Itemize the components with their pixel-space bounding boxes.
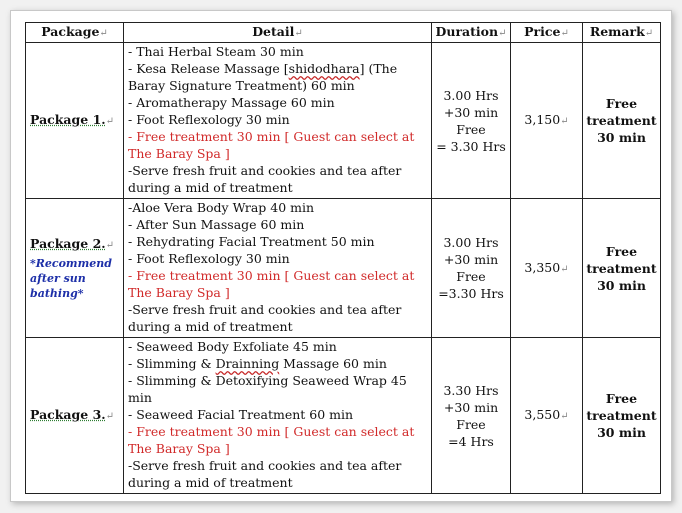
detail-line: -Serve fresh fruit and cookies and tea after during a mid of treatment [128,302,402,334]
detail-line: - Rehydrating Facial Treatment 50 min [128,234,375,249]
remark-line: 30 min [597,277,646,293]
package-name: Package 1. [30,112,106,127]
duration-cell [432,199,511,338]
price-cell: 3,350↵ [511,199,583,338]
header-remark: Remark↵ [583,23,661,43]
remark-cell [583,338,661,494]
remark-cell [583,199,661,338]
detail-line: -Serve fresh fruit and cookies and tea after during a mid of treatment [128,163,402,195]
package-row-1 [26,43,661,199]
header-package: Package↵ [26,23,124,43]
header-price: Price↵ [511,23,583,43]
detail-cell [124,199,432,338]
price-value: 3,350 [524,259,561,275]
package-row-3 [26,338,661,494]
price-value: 3,150 [524,112,561,127]
remark-line: Free [605,96,638,111]
detail-line: - After Sun Massage 60 min [128,217,305,232]
duration-line: +30 min [443,104,499,120]
package-row-2 [26,199,661,338]
package-name-cell: Package 3.↵ [26,338,124,494]
header-duration: Duration↵ [432,23,511,43]
remark-line: Free [605,391,638,406]
detail-line: - Aromatherapy Massage 60 min [128,95,335,110]
detail-line: - Foot Reflexology 30 min [128,112,290,127]
price-cell: 3,150↵ [511,43,583,199]
free-treatment-line: - Free treatment 30 min [ Guest can select at The Baray Spa ] [128,424,415,456]
document-page [10,10,672,502]
free-treatment-line: - Free treatment 30 min [ Guest can select at The Baray Spa ] [128,268,415,300]
remark-line: 30 min [597,130,646,145]
duration-line: +30 min [443,399,499,415]
recommend-note: *Recommend after sun bathing* [30,257,112,300]
remark-line: 30 min [597,425,646,440]
remark-cell [583,43,661,199]
duration-line: 3.30 Hrs [443,382,499,398]
remark-line: Free [605,243,638,259]
detail-line: - Foot Reflexology 30 min [128,251,290,266]
duration-line: =3.30 Hrs [438,286,504,301]
detail-line: - Seaweed Facial Treatment 60 min [128,407,354,422]
detail-line: - Slimming & Drainning Massage 60 min [128,356,387,371]
package-name-cell: Package 2.↵ *Recommend after sun bathing* [26,199,124,338]
remark-line: treatment [586,408,657,423]
remark-line: treatment [586,260,657,276]
duration-line: Free [456,416,486,432]
package-name: Package 3. [30,407,106,422]
duration-line: Free [456,121,486,137]
spa-package-table [25,22,661,494]
detail-cell [124,43,432,199]
detail-line: - Slimming & Detoxifying Seaweed Wrap 45 min [128,373,407,405]
duration-line: =4 Hrs [448,433,494,449]
detail-line: - Kesa Release Massage [shidodhara] (The Baray Signature Treatment) 60 min [128,61,398,93]
price-cell: 3,550↵ [511,338,583,494]
duration-line: = 3.30 Hrs [436,138,506,154]
duration-line: 3.00 Hrs [443,235,499,250]
duration-line: 3.00 Hrs [443,87,499,103]
detail-line: -Serve fresh fruit and cookies and tea after during a mid of treatment [128,458,402,490]
detail-cell [124,338,432,494]
duration-cell [432,338,511,494]
duration-line: Free [456,269,486,284]
free-treatment-line: - Free treatment 30 min [ Guest can select at The Baray Spa ] [128,129,415,161]
package-name-cell: Package 1.↵ [26,43,124,199]
duration-cell [432,43,511,199]
duration-line: +30 min [443,252,499,267]
detail-line: - Seaweed Body Exfoliate 45 min [128,339,337,354]
price-value: 3,550 [524,407,561,422]
package-name: Package 2. [30,236,106,251]
header-row [26,23,661,43]
detail-line: -Aloe Vera Body Wrap 40 min [128,200,315,215]
remark-line: treatment [586,113,657,128]
header-detail: Detail↵ [124,23,432,43]
detail-line: - Thai Herbal Steam 30 min [128,44,304,59]
